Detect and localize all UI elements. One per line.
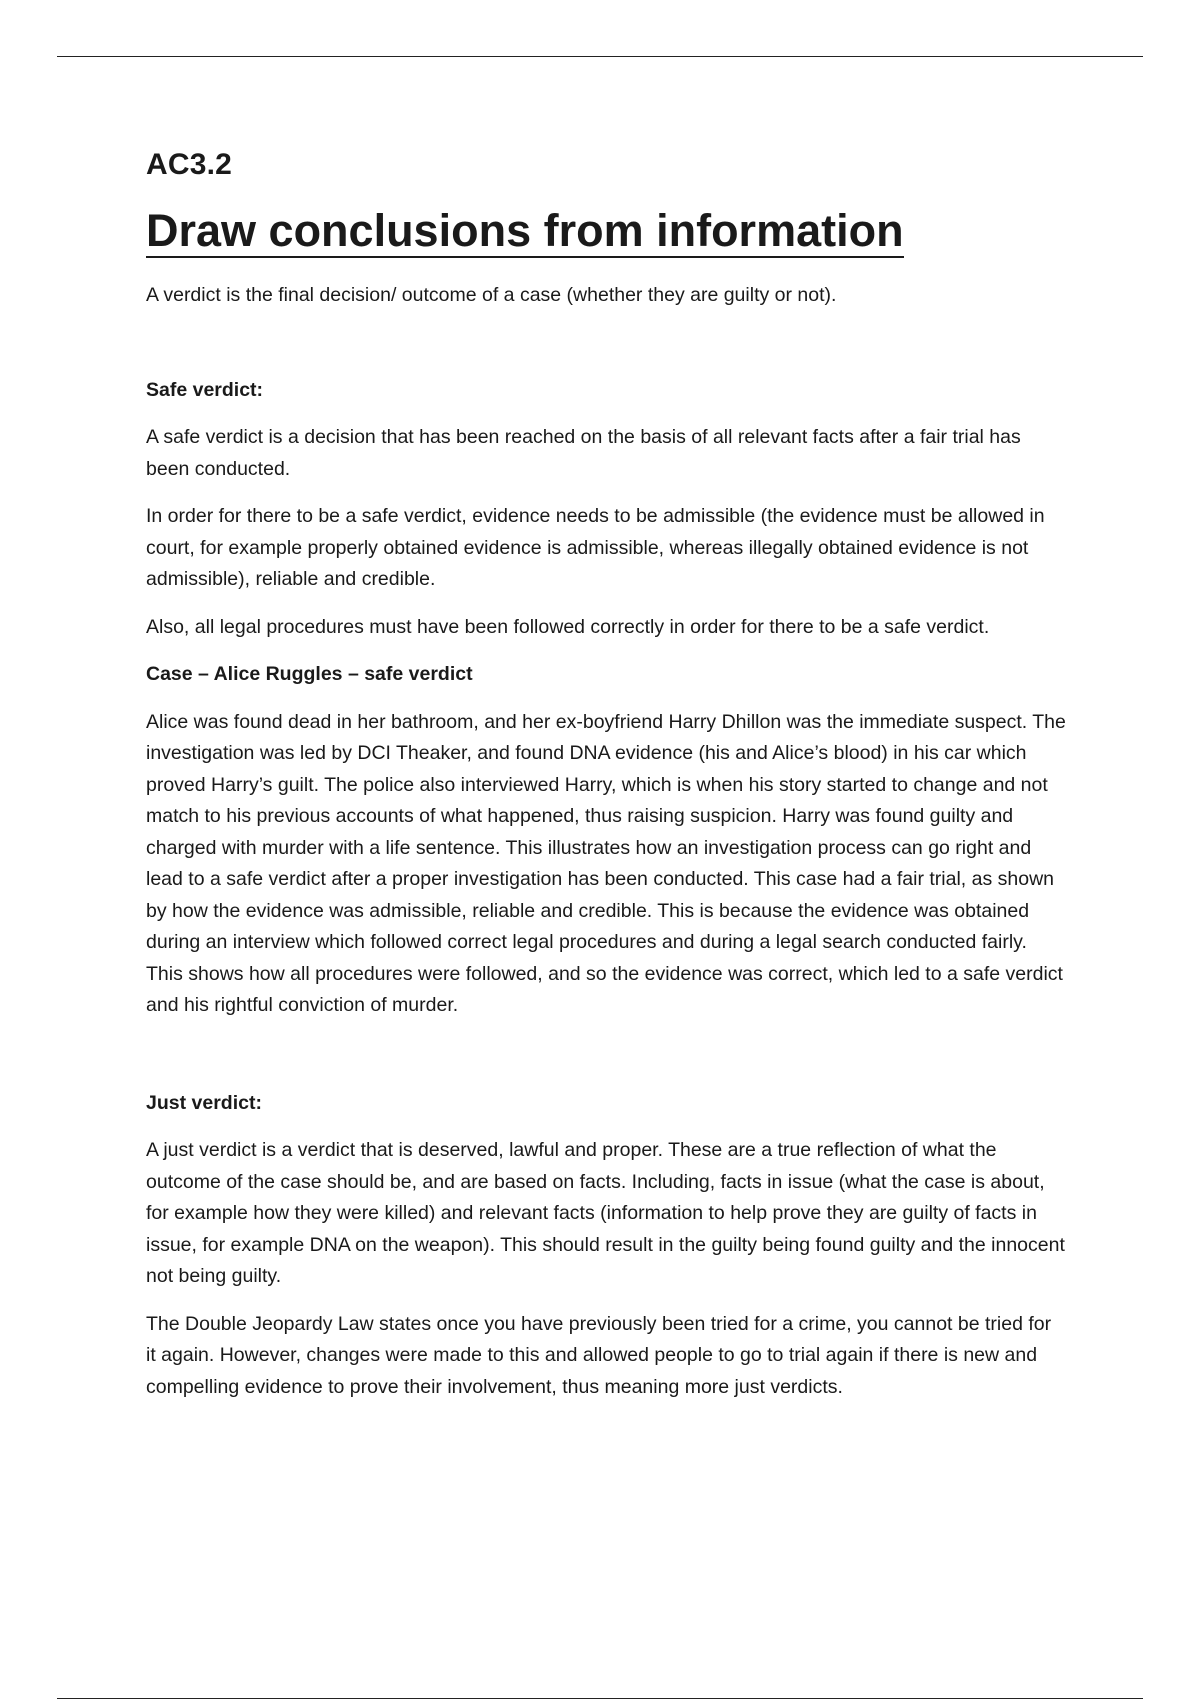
safe-verdict-definition: A safe verdict is a decision that has been reached on the basis of all relevant facts after a fair trial has been conducted. bbox=[146, 426, 1021, 480]
safe-verdict-evidence: In order for there to be a safe verdict, evidence needs to be admissible (the evidence must be allowed in court, for example properly obtained evidence is admissible, whereas illegally obtained evidence is not admissible), reliable and credible. bbox=[146, 505, 1045, 590]
just-verdict-heading: Just verdict: bbox=[146, 1091, 262, 1114]
double-jeopardy-paragraph: The Double Jeopardy Law states once you have previously been tried for a crime, you cannot be tried for it again. However, changes were made to this and allowed people to go to trial again if there is new and compelling evidence to prove their involvement, thus meaning more just verdicts. bbox=[146, 1312, 1052, 1398]
bottom-rule bbox=[57, 1698, 1143, 1699]
document-body bbox=[146, 148, 1066, 1403]
just-verdict-definition: A just verdict is a verdict that is deserved, lawful and proper. These are a true reflection of what the outcome of the case should be, and are based on facts. Including, facts in issue (what the case is about, for example how they were killed) and relevant facts (information to help prove they are guilty of facts in issue, for example DNA on the weapon). This should result in the guilty being found guilty and the innocent not being guilty. bbox=[146, 1139, 1065, 1287]
page-title: Draw conclusions from information bbox=[146, 205, 904, 256]
case-heading: Case – Alice Ruggles – safe verdict bbox=[146, 663, 473, 685]
safe-verdict-heading: Safe verdict: bbox=[146, 378, 264, 401]
section-code: AC3.2 bbox=[146, 148, 233, 181]
case-paragraph: Alice was found dead in her bathroom, and her ex-boyfriend Harry Dhillon was the immediate suspect. The investigation was led by DCI Theaker, and found DNA evidence (his and Alice’s blood) in his car which proved Harry’s guilt. The police also interviewed Harry, which is when his story started to change and not match to his previous accounts of what happened, thus raising suspicion. Harry was found guilty and charged with murder with a life sentence. This illustrates how an investigation process can go right and lead to a safe verdict after a proper investigation has been conducted. This case had a fair trial, as shown by how the evidence was admissible, reliable and credible. This is because the evidence was obtained during an interview which followed correct legal procedures and during a legal search conducted fairly. This shows how all procedures were followed, and so the evidence was correct, which led to a safe verdict and his rightful conviction of murder. bbox=[146, 710, 1066, 1016]
intro-paragraph: A verdict is the final decision/ outcome of a case (whether they are guilty or not). bbox=[146, 284, 837, 306]
top-rule bbox=[57, 56, 1143, 57]
safe-verdict-procedures: Also, all legal procedures must have been followed correctly in order for there to be a safe verdict. bbox=[146, 615, 990, 638]
